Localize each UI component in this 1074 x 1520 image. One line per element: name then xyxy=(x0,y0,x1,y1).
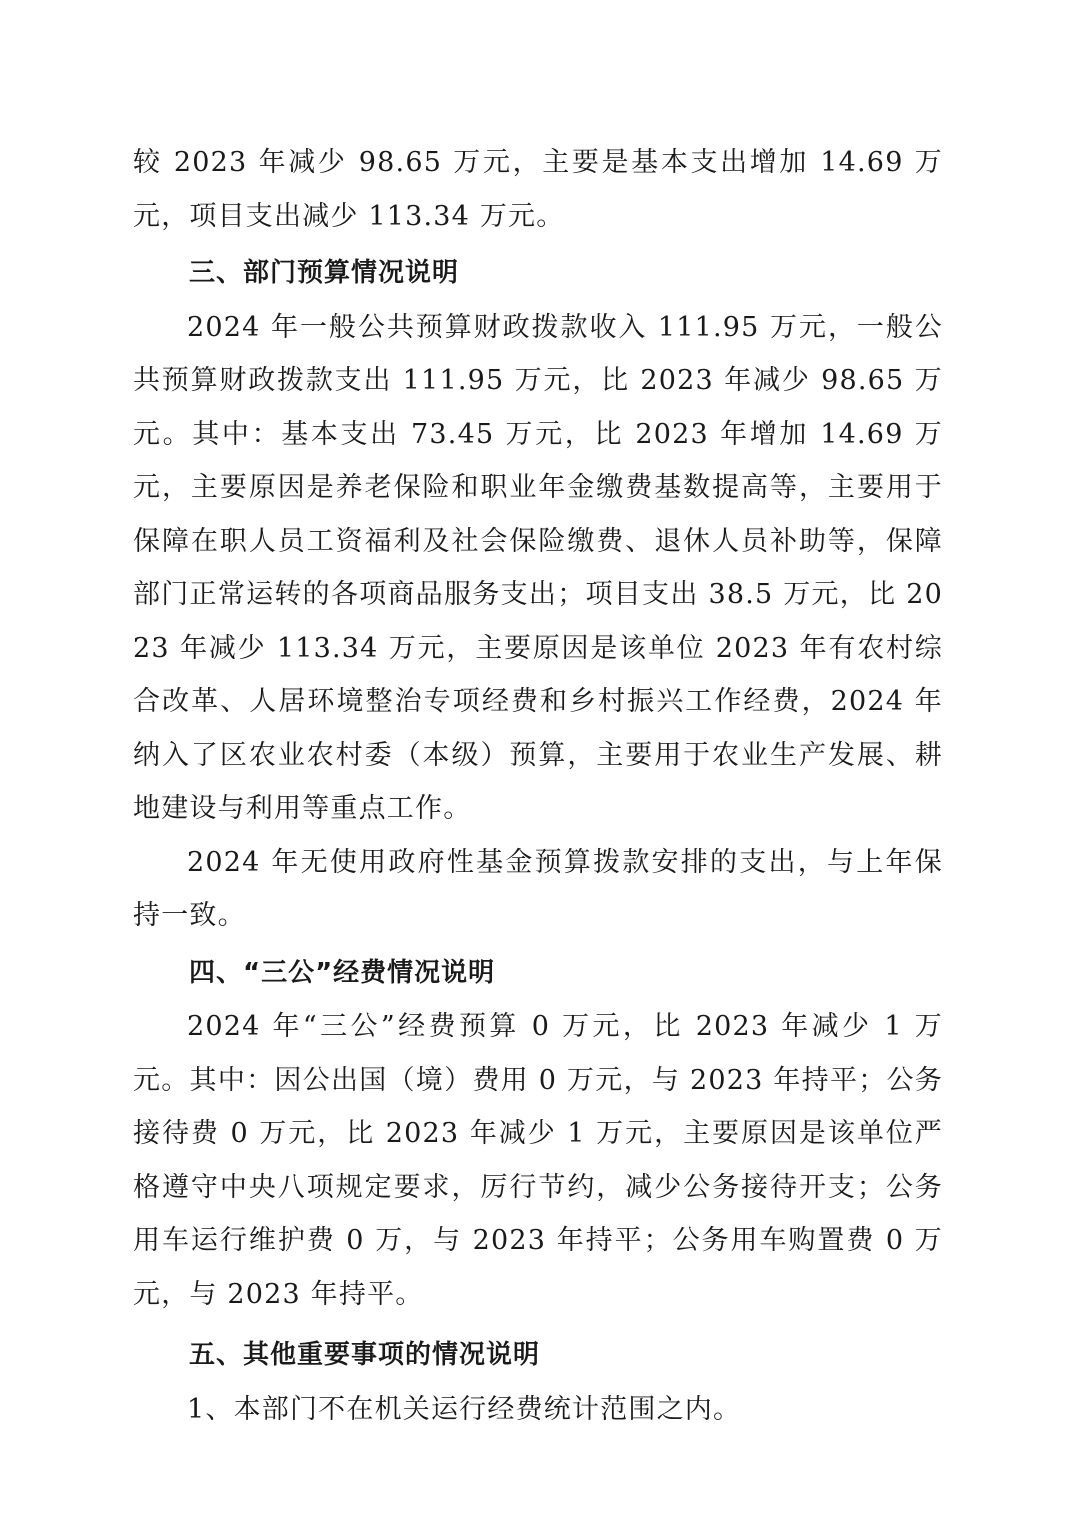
paragraph-three-public-expenses: 2024 年“三公”经费预算 0 万元，比 2023 年减少 1 万元。其中：因公出国（境）费用 0 万元，与 2023 年持平；公务接待费 0 万元，比 2023 年减少 1 万元，主要原因是该单位严格遵守中央八项规定要求，厉行节约，减少公务接待开支；公务用车运行维护费 0 万，与 2023 年持平；公务用车购置费 0 万元，与 2023 年持平。 xyxy=(133,1011,943,1310)
paragraph-general-public-budget: 2024 年一般公共预算财政拨款收入 111.95 万元，一般公共预算财政拨款支出 111.95 万元，比 2023 年减少 98.65 万元。其中：基本支出 73.45 万元，比 2023 年增加 14.69 万元，主要原因是养老保险和职业年金缴费基数提高等，主要用于保障在职人员工资福利及社会保险缴费、退休人员补助等，保障部门正常运转的各项商品服务支出；项目支出 38.5 万元，比 2023 年减少 113.34 万元，主要原因是该单位 2023 年有农村综合改革、人居环境整治专项经费和乡村振兴工作经费，2024 年纳入了区农业农村委（本级）预算，主要用于农业生产发展、耕地建设与利用等重点工作。 xyxy=(133,311,943,824)
heading-department-budget: 三、部门预算情况说明 xyxy=(189,258,460,288)
heading-other-important-matters: 五、其他重要事项的情况说明 xyxy=(189,1340,541,1370)
heading-three-public-expenses: 四、“三公”经费情况说明 xyxy=(189,957,496,988)
paragraph-operating-expense-note: 1、本部门不在机关运行经费统计范围之内。 xyxy=(187,1393,742,1425)
paragraph-budget-summary-continued: 较 2023 年减少 98.65 万元，主要是基本支出增加 14.69 万元，项目支出减少 113.34 万元。 xyxy=(133,147,943,232)
paragraph-government-fund-budget: 2024 年无使用政府性基金预算拨款安排的支出，与上年保持一致。 xyxy=(133,846,943,931)
document-page xyxy=(133,136,943,1436)
